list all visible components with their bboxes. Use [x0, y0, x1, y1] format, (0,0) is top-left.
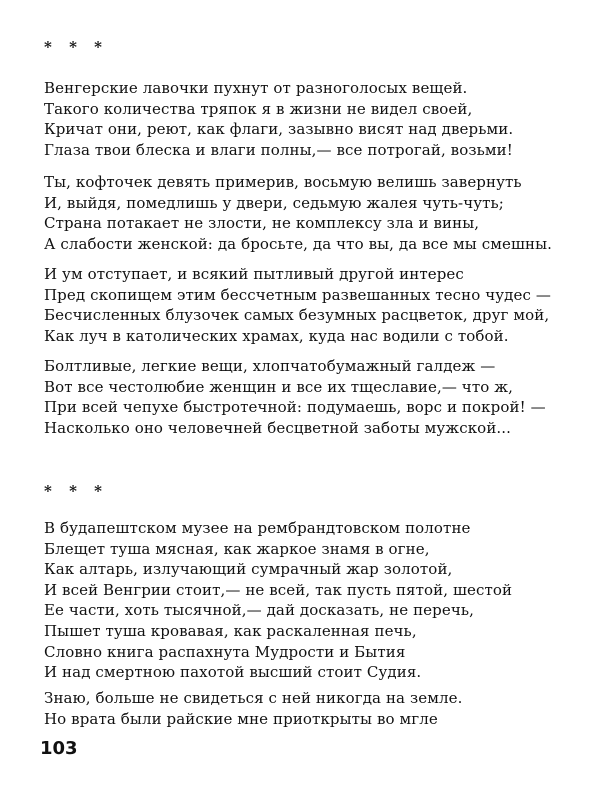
- poem-line: Насколько оно человечней бесцветной заботы мужской...: [44, 418, 512, 437]
- poem-line: Как алтарь, излучающий сумрачный жар золотой,: [44, 560, 453, 579]
- poem-line: Страна потакает не злости, не комплексу зла и вины,: [44, 214, 480, 233]
- poem-line: Ее части, хоть тысячной,— дай досказать, не перечь,: [44, 601, 474, 620]
- poem-line: Как луч в католических храмах, куда нас водили с тобой.: [44, 326, 509, 345]
- poem-line: Блещет туша мясная, как жаркое знамя в огне,: [44, 539, 430, 558]
- poem-line: И ум отступает, и всякий пытливый другой интерес: [44, 265, 464, 283]
- poem1-stanza-4: [44, 356, 564, 438]
- poem-line: Словно книга распахнута Мудрости и Бытия: [44, 642, 406, 661]
- poem-line: Пышет туша кровавая, как раскаленная печь,: [44, 621, 417, 640]
- poem-line: Глаза твои блеска и влаги полны,— все потрогай, возьми!: [44, 140, 513, 159]
- poem-line: И, выйдя, помедлишь у двери, седьмую жалея чуть-чуть;: [44, 193, 504, 212]
- poem-line: И всей Венгрии стоит,— не всей, так пусть пятой, шестой: [44, 580, 513, 599]
- section-separator: * * *: [44, 38, 108, 56]
- section-separator: * * *: [44, 482, 108, 500]
- poem-line: Венгерские лавочки пухнут от разноголосых вещей.: [44, 79, 468, 97]
- page-number: 103: [40, 738, 78, 759]
- poem-line: А слабости женской: да бросьте, да что вы, да все мы смешны.: [44, 234, 553, 253]
- poem1-stanza-1: [44, 78, 564, 160]
- poem-line: В будапештском музее на рембрандтовском полотне: [44, 519, 471, 537]
- poem1-stanza-3: [44, 264, 564, 346]
- poem-line: Ты, кофточек девять примерив, восьмую велишь завернуть: [44, 173, 522, 191]
- poem-line: Кричат они, реют, как флаги, зазывно висят над дверьми.: [44, 120, 514, 139]
- poem-line: Такого количества тряпок я в жизни не видел своей,: [44, 99, 473, 118]
- poem2-stanza-2: [44, 688, 564, 729]
- poem-line: И над смертною пахотой высший стоит Судия.: [44, 663, 422, 682]
- poem2-stanza-1: [44, 518, 564, 683]
- poem-line: При всей чепухе быстротечной: подумаешь, ворс и покрой! —: [44, 398, 546, 417]
- poem-line: Болтливые, легкие вещи, хлопчатобумажный галдеж —: [44, 357, 496, 375]
- poem-line: Знаю, больше не свидеться с ней никогда на земле.: [44, 689, 463, 707]
- poem-line: Бесчисленных блузочек самых безумных расцветок, друг мой,: [44, 306, 550, 325]
- poem1-stanza-2: [44, 172, 564, 254]
- poem-line: Но врата были райские мне приоткрыты во мгле: [44, 709, 438, 728]
- poem-line: Вот все честолюбие женщин и все их тщеславие,— что ж,: [44, 377, 513, 396]
- poem-line: Пред скопищем этим бессчетным развешанных тесно чудес —: [44, 285, 551, 304]
